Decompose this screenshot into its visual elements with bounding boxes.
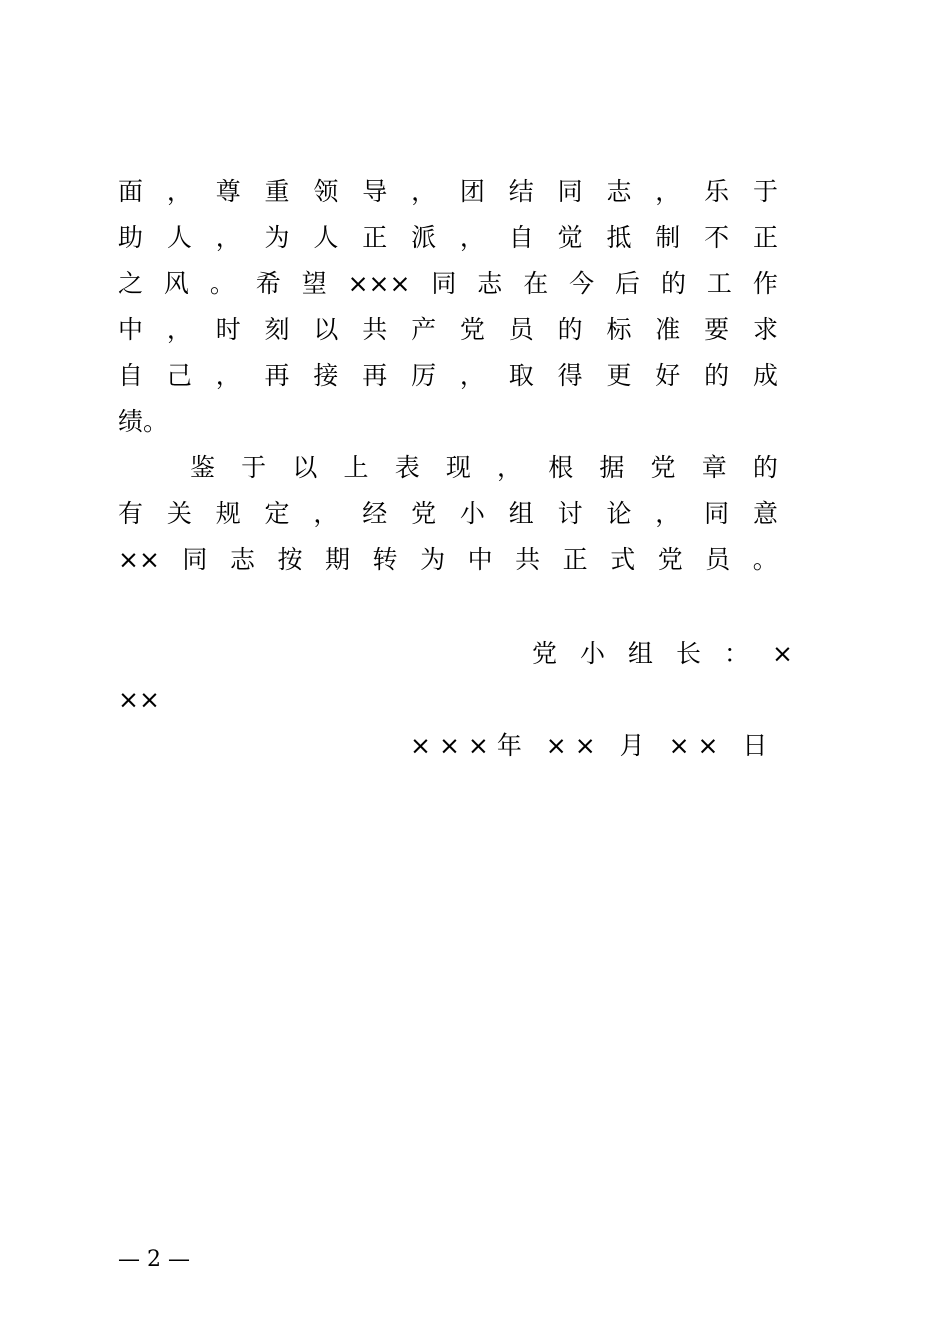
body-line-5: 自 己 ， 再 接 再 厉 ， 取 得 更 好 的 成: [118, 361, 778, 390]
body-line-8: 有 关 规 定 ， 经 党 小 组 讨 论 ， 同 意: [118, 499, 778, 528]
body-line-9: ×× 同 志 按 期 转 为 中 共 正 式 党 员 。: [118, 545, 778, 574]
page-number: — 2 —: [118, 1247, 190, 1272]
body-line-1: 面 ， 尊 重 领 导 ， 团 结 同 志 ， 乐 于: [118, 177, 778, 206]
body-line-7-indented: 鉴 于 以 上 表 现 ， 根 据 党 章 的: [190, 453, 778, 482]
body-line-2: 助 人 ， 为 人 正 派 ， 自 觉 抵 制 不 正: [118, 223, 778, 252]
body-line-6: 绩 。: [118, 407, 169, 436]
date-line: ×××年 ×× 月 ×× 日: [410, 731, 776, 760]
body-line-3: 之 风 。 希 望 ××× 同 志 在 今 后 的 工 作: [118, 269, 778, 298]
body-line-4: 中 ， 时 刻 以 共 产 党 员 的 标 准 要 求: [118, 315, 778, 344]
party-group-leader-line: 党小组长：×: [532, 639, 816, 668]
party-group-leader-wrap: ××: [118, 685, 160, 714]
